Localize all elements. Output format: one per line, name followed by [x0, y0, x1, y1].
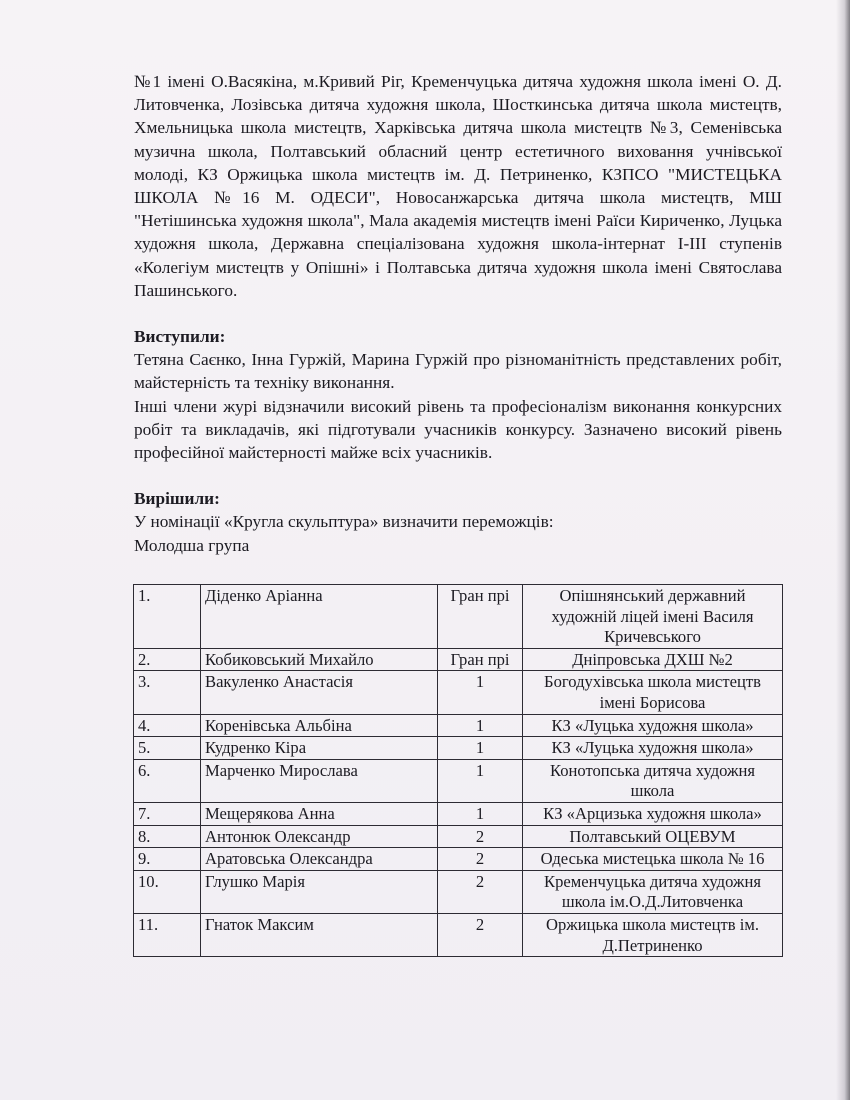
document-body	[134, 70, 782, 557]
prize-cell: 1	[438, 759, 523, 802]
intro-paragraph: №1 імені О.Васякіна, м.Кривий Ріг, Кременчуцька дитяча художня школа імені О. Д. Литовченка, Лозівська дитяча художня школа, Шосткинська дитяча школа мистецтв, Хмельницька школа мистецтв, Харківська дитяча школа мистецтв №3, Семенівська музична школа, Полтавський обласний центр естетичного виховання учнівської молоді, КЗ Оржицька школа мистецтв ім. Д. Петриненко, КЗПСО "МИСТЕЦЬКА ШКОЛА №16 М. ОДЕСИ", Новосанжарська дитяча школа мистецтв, МШ "Нетішинська художня школа", Мала академія мистецтв імені Раїси Кириченко, Луцька художня школа, Державна спеціалізована художня школа-інтернат І-ІІІ ступенів «Колегіум мистецтв у Опішні» і Полтавська дитяча художня школа імені Святослава Пашинського.	[134, 72, 782, 300]
winners-table	[133, 584, 783, 957]
school-cell: КЗ «Луцька художня школа»	[523, 714, 783, 737]
participant-name: Кудренко Кіра	[201, 737, 438, 760]
winners-table-body	[134, 585, 783, 957]
decision-heading: Вирішили:	[134, 489, 220, 509]
row-number: 3.	[134, 671, 201, 714]
row-number: 9.	[134, 848, 201, 871]
row-number: 7.	[134, 802, 201, 825]
row-number: 10.	[134, 870, 201, 913]
prize-cell: 2	[438, 825, 523, 848]
participant-name: Гнаток Максим	[201, 913, 438, 956]
prize-cell: 1	[438, 737, 523, 760]
table-row	[134, 802, 783, 825]
prize-cell: 2	[438, 870, 523, 913]
prize-cell: 2	[438, 848, 523, 871]
prize-cell: 2	[438, 913, 523, 956]
school-cell: Полтавський ОЦЕВУМ	[523, 825, 783, 848]
school-cell: Конотопська дитяча художня школа	[523, 759, 783, 802]
table-row	[134, 714, 783, 737]
row-number: 1.	[134, 585, 201, 649]
row-number: 11.	[134, 913, 201, 956]
row-number: 4.	[134, 714, 201, 737]
table-row	[134, 913, 783, 956]
table-row	[134, 825, 783, 848]
participant-name: Глушко Марія	[201, 870, 438, 913]
school-cell: Богодухівська школа мистецтв імені Борисова	[523, 671, 783, 714]
school-cell: Одеська мистецька школа № 16	[523, 848, 783, 871]
speakers-paragraph-1: Тетяна Саєнко, Інна Гуржій, Марина Гуржій про різноманітність представлених робіт, майстерність та техніку виконання.	[134, 350, 782, 393]
row-number: 8.	[134, 825, 201, 848]
table-row	[134, 648, 783, 671]
table-row	[134, 870, 783, 913]
table-row	[134, 759, 783, 802]
page-edge-shadow	[836, 0, 850, 1100]
participant-name: Кобиковський Михайло	[201, 648, 438, 671]
school-cell: Кременчуцька дитяча художня школа ім.О.Д.Литовченка	[523, 870, 783, 913]
table-row	[134, 585, 783, 649]
prize-cell: 1	[438, 671, 523, 714]
participant-name: Аратовська Олександра	[201, 848, 438, 871]
table-row	[134, 848, 783, 871]
group-label: Молодша група	[134, 535, 250, 555]
school-cell: Опішнянський державний художній ліцей імені Василя Кричевського	[523, 585, 783, 649]
prize-cell: Гран прі	[438, 648, 523, 671]
speakers-paragraph-2: Інші члени журі відзначили високий рівень та професіоналізм виконання конкурсних робіт та викладачів, які підготували учасників конкурсу. Зазначено високий рівень професійної майстерності майже всіх учасників.	[134, 396, 782, 463]
row-number: 6.	[134, 759, 201, 802]
row-number: 5.	[134, 737, 201, 760]
speakers-heading: Виступили:	[134, 327, 226, 347]
participant-name: Мещерякова Анна	[201, 802, 438, 825]
table-row	[134, 671, 783, 714]
school-cell: КЗ «Арцизька художня школа»	[523, 802, 783, 825]
participant-name: Антонюк Олександр	[201, 825, 438, 848]
participant-name: Марченко Мирослава	[201, 759, 438, 802]
participant-name: Коренівська Альбіна	[201, 714, 438, 737]
participant-name: Вакуленко Анастасія	[201, 671, 438, 714]
prize-cell: Гран прі	[438, 585, 523, 649]
participant-name: Діденко Аріанна	[201, 585, 438, 649]
school-cell: КЗ «Луцька художня школа»	[523, 737, 783, 760]
prize-cell: 1	[438, 714, 523, 737]
school-cell: Дніпровська ДХШ №2	[523, 648, 783, 671]
row-number: 2.	[134, 648, 201, 671]
decision-line: У номінації «Кругла скульптура» визначити переможців:	[134, 512, 554, 532]
prize-cell: 1	[438, 802, 523, 825]
school-cell: Оржицька школа мистецтв ім. Д.Петриненко	[523, 913, 783, 956]
table-row	[134, 737, 783, 760]
